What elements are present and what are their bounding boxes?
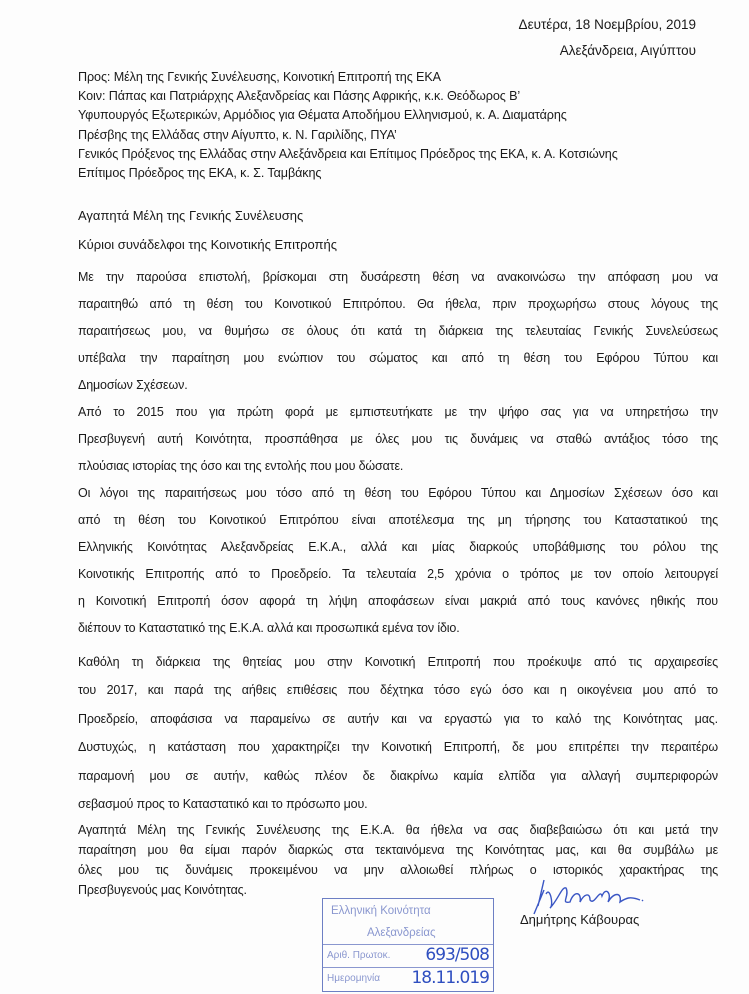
text-line: Καθόλη τη διάρκεια της θητείας μου στην Κοινοτική Επιτροπή που προέκυψε από τις αρχαιρεσίες — [78, 655, 718, 669]
paragraphs-1-3 — [78, 264, 718, 642]
text-line: παραιτηθώ από τη θέση του Κοινοτικού Επιτρόπου. Θα ήθελα, πριν προχωρήσω στους λόγους της — [78, 297, 718, 311]
paragraph-4 — [78, 648, 718, 818]
text-line: Αγαπητά Μέλη της Γενικής Συνέλευσης της Ε.Κ.Α. θα ήθελα να σας διαβεβαιώσω ότι και μετά την — [78, 823, 718, 837]
recipient-line: Επίτιμος Πρόεδρος της ΕΚΑ, κ. Σ. Ταμβάκης — [78, 166, 322, 181]
text-line: Δυστυχώς, η κατάσταση που χαρακτηρίζει την Κοινοτική Επιτροπή, δε μου επιτρέπει την περαιτέρω — [78, 740, 718, 755]
text-line: πλούσιας ιστορίας της όσο και της εντολής που μου δώσατε. — [78, 459, 404, 473]
text-line: υπέβαλα την παραίτηση μου ενώπιον του σώματος και από τη θέση του Εφόρου Τύπου και — [78, 351, 718, 365]
letter-date: Δευτέρα, 18 Νοεμβρίου, 2019 — [518, 17, 696, 32]
stamp-line-1: Ελληνική Κοινότητα — [331, 905, 431, 917]
stamp-line-2: Αλεξανδρείας — [323, 922, 493, 945]
recipient-line: Προς: Μέλη της Γενικής Συνέλευσης, Κοινοτική Επιτροπή της ΕΚΑ — [78, 70, 441, 84]
text-line: σεβασμού προς το Καταστατικό και το πρόσωπο μου. — [78, 797, 368, 812]
stamp-protocol-row — [323, 945, 493, 968]
recipients-block — [78, 68, 618, 183]
text-line: Οι λόγοι της παραιτήσεως μου τόσο από τη θέση του Εφόρου Τύπου και Δημοσίων Σχέσεων όσο και — [78, 486, 718, 500]
text-line: παραιτήσεως μου, να θυμήσω σε όλους ότι κατά τη διάρκεια της τελευταίας Γενικής Συνελεύσεως — [78, 324, 718, 338]
text-line: Προεδρείο, αποφάσισα να παραμείνω σε αυτήν και να εργαστώ για το καλό της Κοινότητας μας. — [78, 711, 718, 726]
stamp-date-row — [323, 968, 493, 991]
text-line: Δημοσίων Σχέσεων. — [78, 378, 188, 392]
text-line: η Κοινοτική Επιτροπή όσον αφορά τη λήψη αποφάσεων είναι μακριά από τους κανόνες ηθικής που — [78, 594, 718, 608]
paragraph-1 — [78, 264, 718, 399]
text-line: Ελληνικής Κοινότητας Αλεξανδρείας Ε.Κ.Α., αλλά και μίας διαρκούς υποβάθμισης του ρόλου της — [78, 540, 718, 554]
paragraph-3 — [78, 480, 718, 642]
stamp-date-label: Ημερομηνία — [327, 973, 381, 984]
stamp-date-value: 18.11.019 — [411, 968, 489, 988]
stamp-protocol-value: 693/508 — [425, 945, 489, 965]
recipient-line: Κοιν: Πάπας και Πατριάρχης Αλεξανδρείας και Πάσης Αφρικής, κ.κ. Θεόδωρος Β’ — [78, 89, 521, 104]
text-line: παραίτηση μου θα είμαι παρόν διαρκώς στα τεκταινόμενα της Κοινότητας μας, και θα συμβάλω με — [78, 843, 718, 857]
salutation: Κύριοι συνάδελφοι της Κοινοτικής Επιτροπής — [78, 237, 338, 252]
protocol-stamp — [322, 898, 494, 992]
text-line: διέπουν το Καταστατικό της Ε.Κ.Α. αλλά και προσωπικά εμένα τον ίδιο. — [78, 621, 460, 635]
stamp-protocol-label: Αριθ. Πρωτοκ. — [327, 950, 391, 961]
date-block — [519, 12, 696, 64]
text-line: Με την παρούσα επιστολή, βρίσκομαι στη δυσάρεστη θέση να ανακοινώσω την απόφαση μου να — [78, 270, 718, 284]
recipient-line: Γενικός Πρόξενος της Ελλάδας στην Αλεξάνδρεια και Επίτιμος Πρόεδρος της ΕΚΑ, κ. Α. Κοτσιώνης — [78, 146, 618, 161]
text-line: όλες μου τις δυνάμεις προκειμένου να μην αλλοιωθεί πλήρως ο ιστορικός χαρακτήρας της — [78, 863, 718, 877]
paragraph-2 — [78, 399, 718, 480]
text-line: Πρεσβυγενούς μας Κοινότητας. — [78, 883, 247, 897]
text-line: παραμονή μου σε αυτήν, καθώς πλέον δε διακρίνω καμία ελπίδα για αλλαγή συμπεριφορών — [78, 768, 718, 783]
text-line: Από το 2015 που για πρώτη φορά με εμπιστευτήκατε με την ψήφο σας για να υπηρετήσω την — [78, 405, 718, 419]
text-line: Κοινοτικής Επιτροπής από το Προεδρείο. Τα τελευταία 2,5 χρόνια ο τρόπος με τον οποίο λειτουργεί — [78, 567, 718, 581]
text-line: από τη θέση του Κοινοτικού Επιτρόπου είναι αποτέλεσμα της μη τήρησης του Καταστατικού της — [78, 513, 718, 527]
recipient-line: Πρέσβης της Ελλάδας στην Αίγυπτο, κ. Ν. Γαριλίδης, ΠΥΑ’ — [78, 127, 397, 142]
recipient-line: Υφυπουργός Εξωτερικών, Αρμόδιος για Θέματα Αποδήμου Ελληνισμού, κ. Α. Διαματάρης — [78, 108, 567, 123]
text-line: του 2017, και παρά της αήθεις επιθέσεις που δέχτηκα τόσο εγώ όσο και η οικογένεια μου από το — [78, 683, 718, 698]
signatory-name: Δημήτρης Κάβουρας — [520, 912, 640, 927]
text-line: Πρεσβυγενή αυτή Κοινότητα, προσπάθησα με όλες μου τις δυνάμεις να σταθώ αντάξιος τόσο της — [78, 432, 718, 446]
salutation: Αγαπητά Μέλη της Γενικής Συνέλευσης — [78, 208, 304, 223]
letter-place: Αλεξάνδρεια, Αιγύπτου — [559, 43, 696, 58]
